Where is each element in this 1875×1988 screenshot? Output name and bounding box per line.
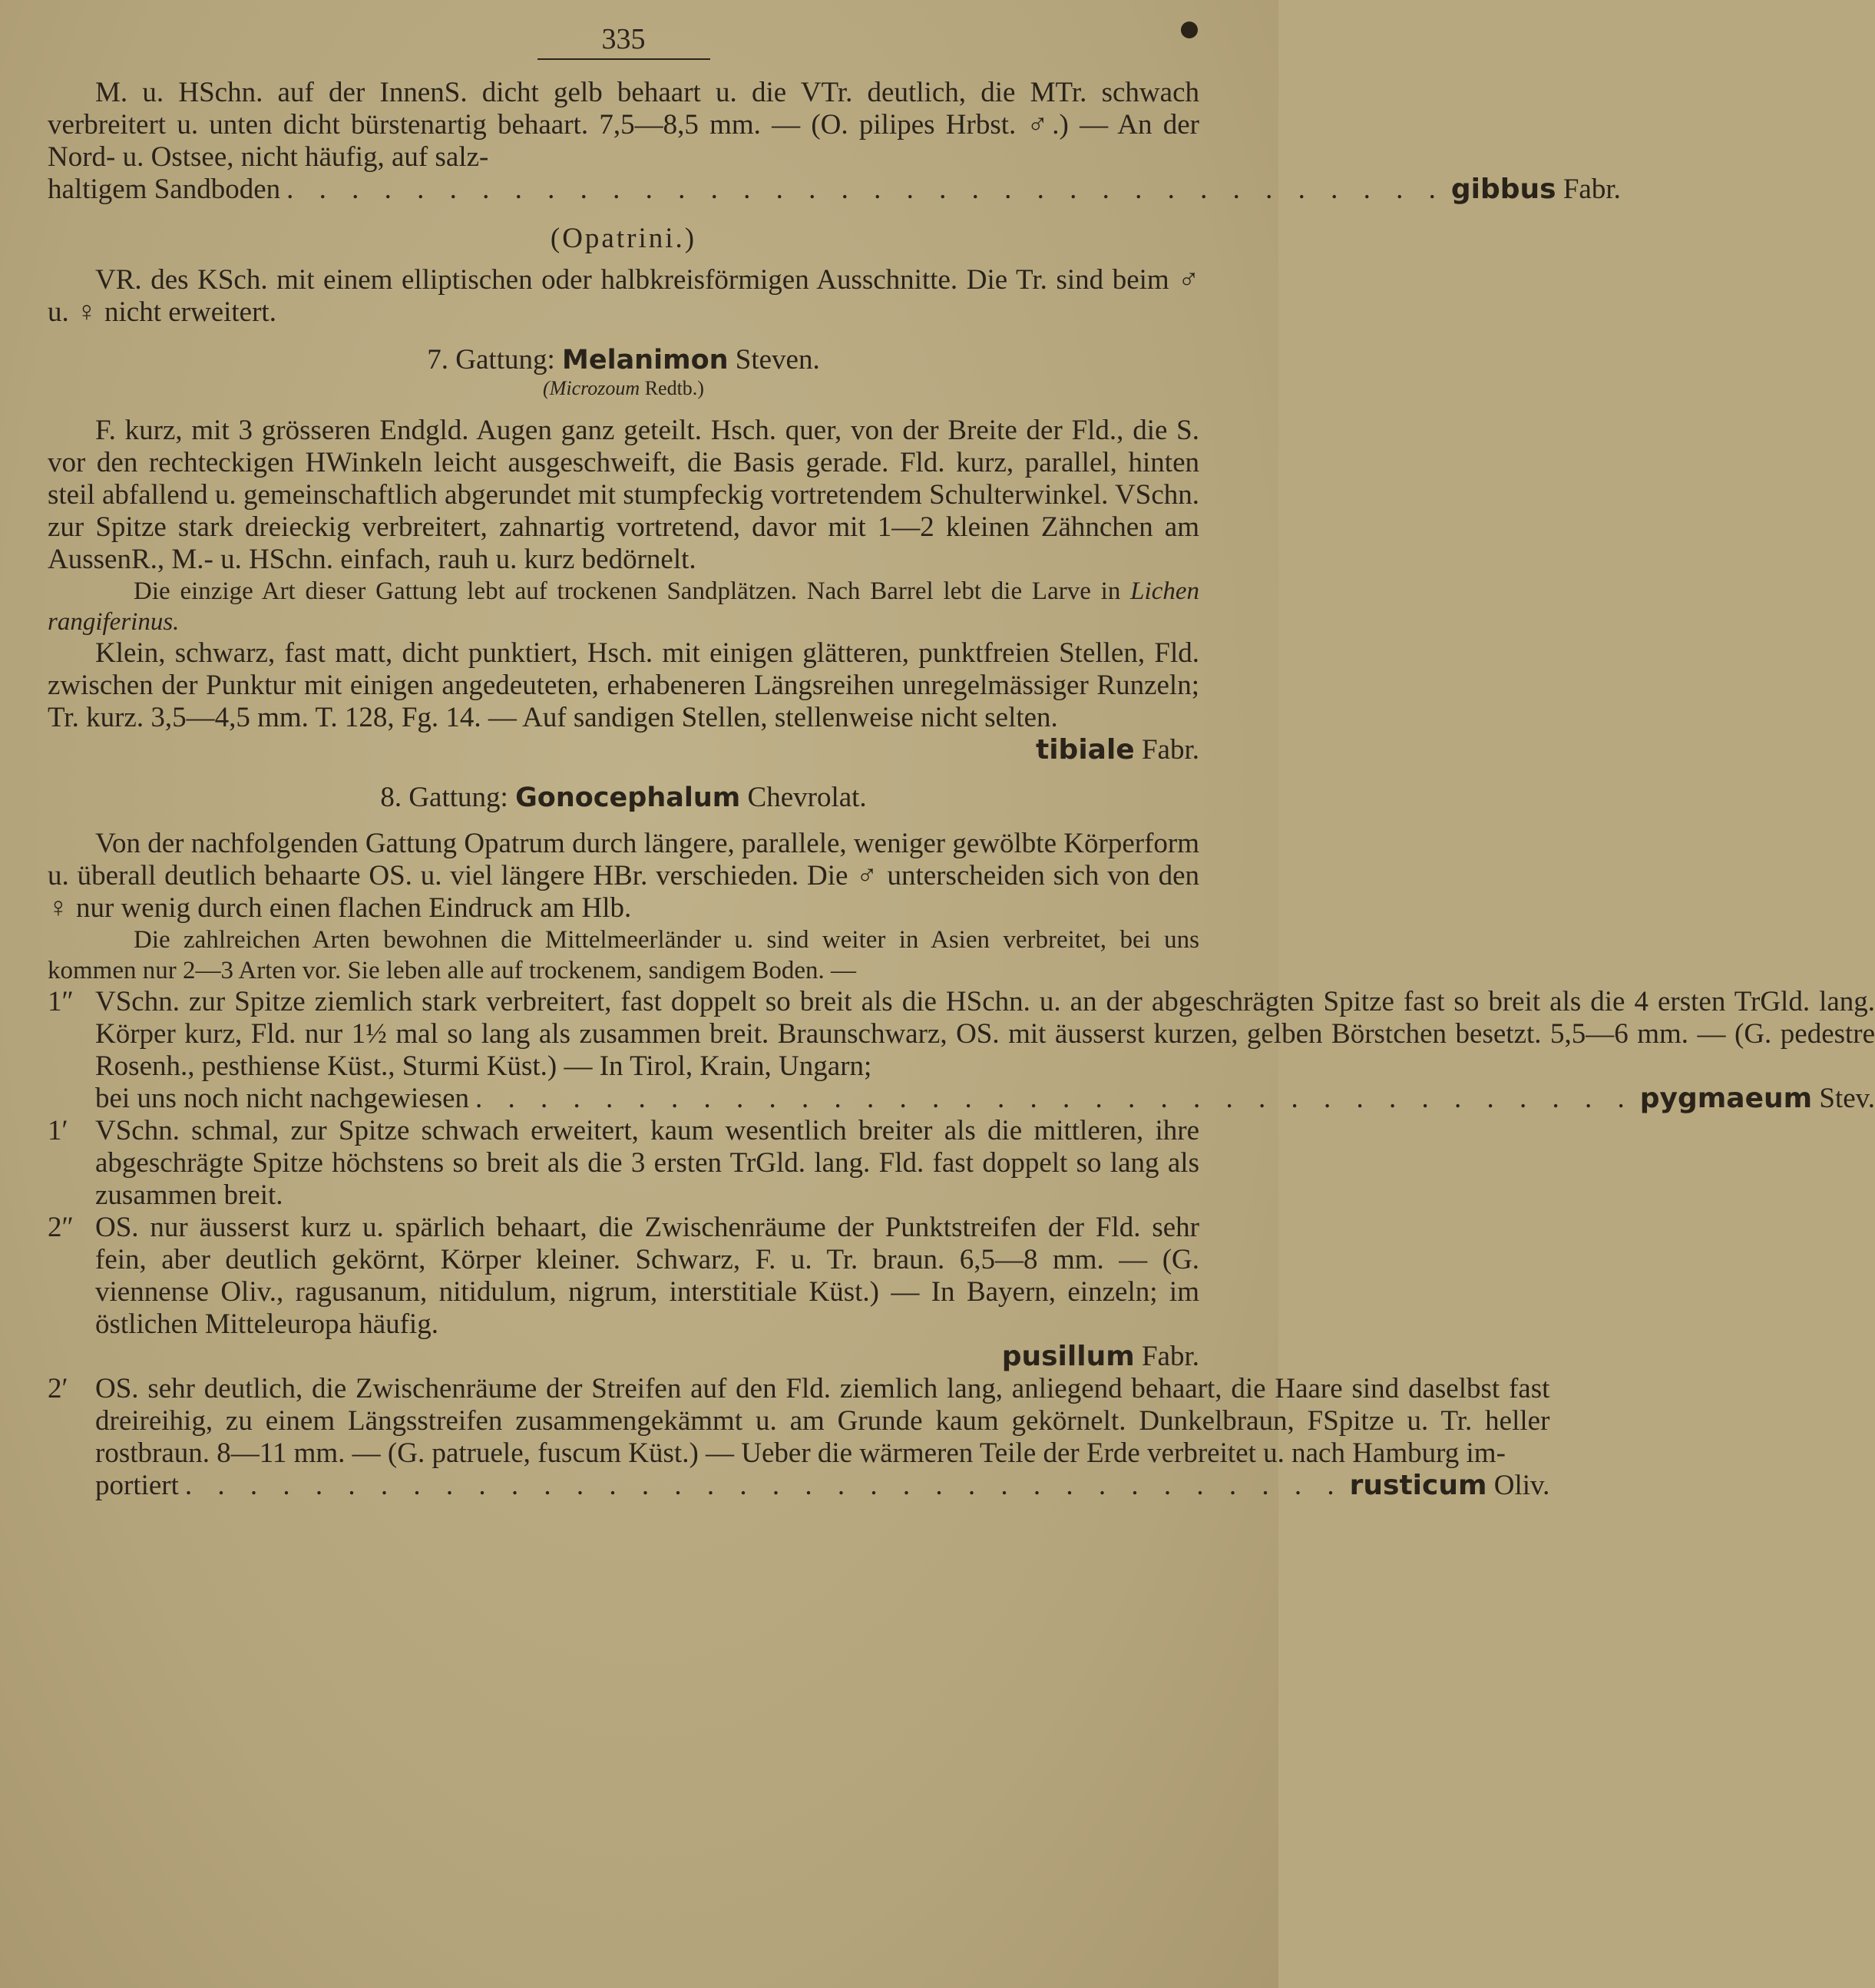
- genus-heading: [48, 782, 1199, 814]
- key-body: [95, 1373, 1549, 1502]
- species-author: Fabr.: [1141, 1341, 1199, 1372]
- key-entry: [48, 1212, 1199, 1373]
- key-number: 1″: [48, 986, 74, 1017]
- key-body: [95, 986, 1875, 1115]
- species-entry: [1350, 1470, 1550, 1502]
- genus-synonym: [48, 376, 1199, 401]
- header-rule: [537, 58, 710, 60]
- species-entry: [95, 1341, 1199, 1373]
- page-content: [48, 23, 1875, 1502]
- key-body: [95, 1212, 1199, 1373]
- genus-prefix: 7. Gattung:: [427, 344, 555, 375]
- key-body: [95, 1115, 1199, 1212]
- genus-description: Von der nachfolgenden Gattung Opatrum durch längere, parallele, weniger gewölbte Körperform u. überall deutlich behaarte OS. u. viel längere HBr. verschieden. Die ♂ unterscheiden sich von den ♀ nur wenig durch einen flachen Eindruck am Hlb.: [48, 828, 1199, 924]
- species-name: rusticum: [1349, 1470, 1487, 1501]
- page-number: 335: [601, 23, 646, 55]
- leader-text: haltigem Sandboden: [48, 174, 281, 205]
- species-author: Oliv.: [1493, 1470, 1550, 1501]
- genus-prefix: 8. Gattung:: [380, 782, 508, 813]
- key-leader-line: [95, 1470, 1549, 1502]
- key-text: OS. sehr deutlich, die Zwischenräume der Streifen auf den Fld. ziemlich lang, anliegend behaart, die Haare sind daselbst fast dreireihig, zu einem Längsstreifen zusammengekämmt u. am Grunde kaum gekörnelt. Dunkelbraun, FSpitze u. Tr. heller rostbraun. 8—11 mm. — (G. patruele, fuscum Küst.) — Ueber die wärmeren Teile der Erde verbreitet u. nach Hamburg im-: [95, 1373, 1550, 1469]
- intro-leader-line: [48, 174, 1621, 206]
- species-entry: [1451, 174, 1621, 206]
- dot-leader: . . . . . . . . . . . . . . . . . . . . . . . . . . . . . . . . . . . .: [286, 174, 1445, 205]
- tribe-heading: (Opatrini.): [550, 223, 697, 254]
- key-number: 2″: [48, 1212, 74, 1243]
- key-entry: [48, 986, 1875, 1115]
- species-name: pygmaeum: [1639, 1083, 1813, 1114]
- species-name: gibbus: [1450, 174, 1556, 205]
- key-number: 2′: [48, 1373, 68, 1404]
- key-number: 1′: [48, 1115, 68, 1146]
- dot-leader: . . . . . . . . . . . . . . . . . . . . . . . . . . . . . . . . . . . .: [184, 1470, 1344, 1501]
- genus-name: Gonocephalum: [515, 782, 741, 813]
- species-entry: [48, 734, 1199, 766]
- species-author: Stev.: [1819, 1083, 1875, 1114]
- tribe-description: VR. des KSch. mit einem elliptischen oder halbkreisförmigen Ausschnitte. Die Tr. sind beim ♂ u. ♀ nicht erweitert.: [48, 264, 1199, 328]
- genus-author: Chevrolat.: [747, 782, 867, 813]
- intro-text: M. u. HSchn. auf der InnenS. dicht gelb behaart u. die VTr. deutlich, die MTr. schwach verbreitert u. unten dicht bürstenartig behaart. 7,5—8,5 mm. — (O. pilipes Hrbst. ♂.) — An der Nord- u. Ostsee, nicht häufig, auf salz-: [48, 77, 1199, 173]
- note-italic: Lichen rangiferinus.: [48, 577, 1199, 636]
- key-text: OS. nur äusserst kurz u. spärlich behaart, die Zwischenräume der Punktstreifen der Fld. sehr fein, aber deutlich gekörnt, Körper kleiner. Schwarz, F. u. Tr. braun. 6,5—8 mm. — (G. viennense Oliv., ragusanum, nitidulum, nigrum, interstitiale Küst.) — In Bayern, einzeln; im östlichen Mitteleuropa häufig.: [95, 1212, 1199, 1340]
- key-entry: [48, 1373, 1550, 1502]
- synonym-name: (Microzoum: [543, 377, 640, 399]
- species-entry: [1640, 1083, 1875, 1115]
- genus-heading: [48, 344, 1199, 376]
- species-description: Klein, schwarz, fast matt, dicht punktiert, Hsch. mit einigen glätteren, punktfreien Stellen, Fld. zwischen der Punktur mit einigen angedeuteten, erhabeneren Längsreihen unregelmässiger Runzeln; Tr. kurz. 3,5—4,5 mm. T. 128, Fg. 14. — Auf sandigen Stellen, stellenweise nicht selten.: [48, 637, 1199, 733]
- species-name: tibiale: [1036, 734, 1135, 766]
- key-leader-line: [95, 1083, 1875, 1115]
- leader-text: bei uns noch nicht nachgewiesen: [95, 1083, 470, 1114]
- genus-note: [48, 576, 1199, 637]
- key-text: VSchn. schmal, zur Spitze schwach erweitert, kaum wesentlich breiter als die mittleren, ihre abgeschrägte Spitze höchstens so breit als die 3 ersten TrGld. lang. Fld. fast doppelt so lang als zusammen breit.: [95, 1115, 1199, 1211]
- genus-name: Melanimon: [562, 345, 729, 375]
- species-author: Fabr.: [1562, 174, 1621, 205]
- key-entry: [48, 1115, 1199, 1212]
- genus-description: F. kurz, mit 3 grösseren Endgld. Augen ganz geteilt. Hsch. quer, von der Breite der Fld., die S. vor den rechteckigen HWinkeln leicht ausgeschweift, die Basis gerade. Fld. kurz, parallel, hinten steil abfallend u. gemeinschaftlich abgerundet mit stumpfeckig vortretendem Schulterwinkel. VSchn. zur Spitze stark dreieckig verbreitert, zahnartig vortretend, davor mit 1—2 kleinen Zähnchen am AussenR., M.- u. HSchn. einfach, rauh u. kurz bedörnelt.: [48, 415, 1199, 575]
- species-name: pusillum: [1001, 1341, 1135, 1372]
- dot-leader: . . . . . . . . . . . . . . . . . . . . . . . . . . . . . . . . . . . .: [475, 1083, 1634, 1114]
- genus-note: Die zahlreichen Arten bewohnen die Mittelmeerländer u. sind weiter in Asien verbreitet, bei uns kommen nur 2—3 Arten vor. Sie leben alle auf trockenem, sandigem Boden. —: [48, 926, 1199, 984]
- note-text: Die einzige Art dieser Gattung lebt auf trockenen Sandplätzen. Nach Barrel lebt die Larve in: [134, 577, 1131, 605]
- species-author: Fabr.: [1141, 734, 1199, 766]
- genus-author: Steven.: [735, 344, 820, 375]
- key-text: VSchn. zur Spitze ziemlich stark verbreitert, fast doppelt so breit als die HSchn. u. an der abgeschrägten Spitze fast so breit als die 4 ersten TrGld. lang. Körper kurz, Fld. nur 1½ mal so lang als zusammen breit. Braunschwarz, OS. mit äusserst kurzen, gelben Börstchen besetzt. 5,5—6 mm. — (G. pedestre Rosenh., pesthiense Küst., Sturmi Küst.) — In Tirol, Krain, Ungarn;: [95, 986, 1875, 1082]
- leader-text: portiert: [95, 1470, 179, 1501]
- synonym-author: Redtb.): [644, 377, 704, 399]
